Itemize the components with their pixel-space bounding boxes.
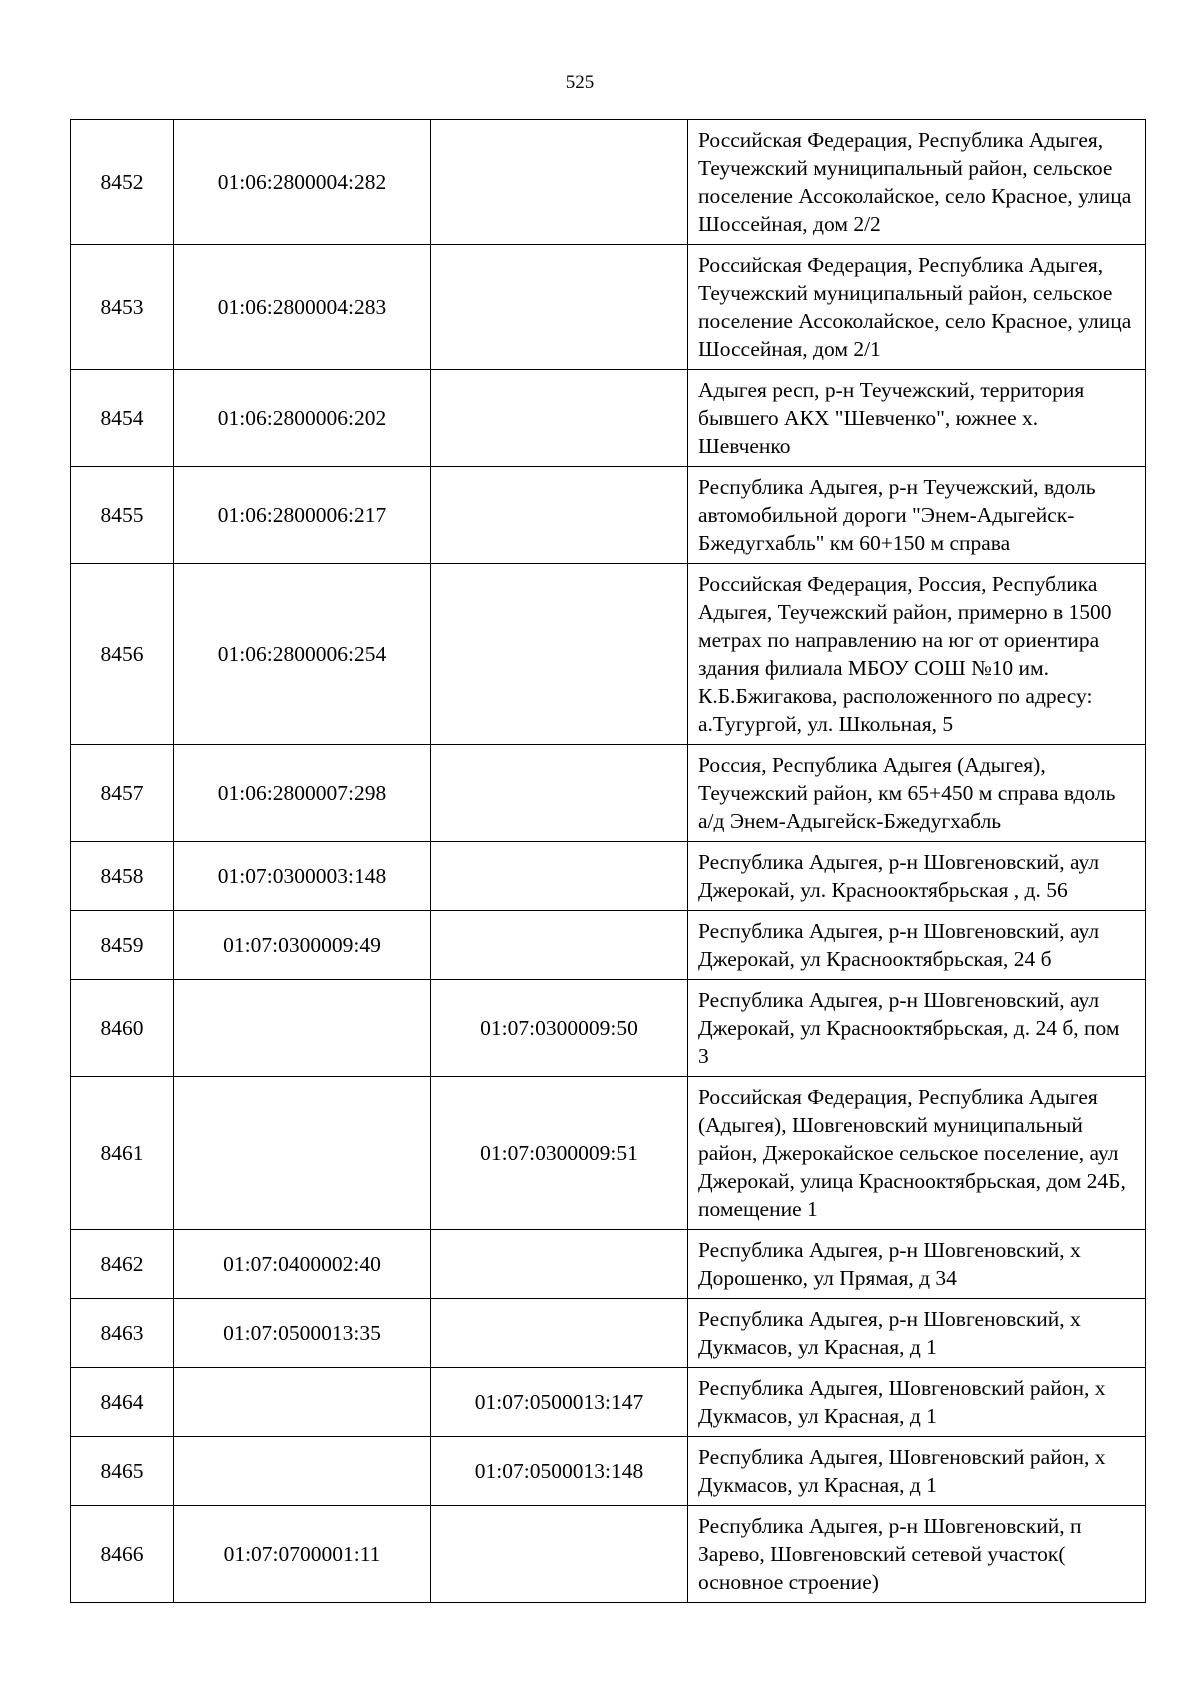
address-cell: Республика Адыгея, р-н Шовгеновский, аул Джерокай, ул Краснооктябрьская, д. 24 б, пом 3 [688, 980, 1146, 1077]
address-cell: Республика Адыгея, р-н Шовгеновский, х Дорошенко, ул Прямая, д 34 [688, 1230, 1146, 1299]
address-cell: Российская Федерация, Россия, Республика Адыгея, Теучежский район, примерно в 1500 метрах по направлению на юг от ориентира здания филиала МБОУ СОШ №10 им. К.Б.Бжигакова, расположенного по адресу: а.Тугургой, ул. Школьная, 5 [688, 564, 1146, 745]
premises-cadastral-number-cell: 01:07:0300009:51 [431, 1077, 688, 1230]
address-cell: Российская Федерация, Республика Адыгея, Теучежский муниципальный район, сельское поселение Ассоколайское, село Красное, улица Шоссейная, дом 2/2 [688, 120, 1146, 245]
address-cell: Республика Адыгея, р-н Шовгеновский, х Дукмасов, ул Красная, д 1 [688, 1299, 1146, 1368]
row-number-cell: 8455 [71, 467, 174, 564]
row-number-cell: 8466 [71, 1506, 174, 1603]
cadastral-number-cell: 01:07:0400002:40 [174, 1230, 431, 1299]
row-number-cell: 8464 [71, 1368, 174, 1437]
row-number-cell: 8462 [71, 1230, 174, 1299]
table-row [71, 245, 1146, 370]
row-number-cell: 8459 [71, 911, 174, 980]
cadastral-number-cell [174, 1077, 431, 1230]
cadastral-number-cell: 01:06:2800007:298 [174, 745, 431, 842]
premises-cadastral-number-cell [431, 370, 688, 467]
registry-table-body [71, 120, 1146, 1603]
table-row [71, 842, 1146, 911]
row-number-cell: 8460 [71, 980, 174, 1077]
address-cell: Республика Адыгея, Шовгеновский район, х Дукмасов, ул Красная, д 1 [688, 1437, 1146, 1506]
row-number-cell: 8454 [71, 370, 174, 467]
registry-table [70, 119, 1146, 1603]
row-number-cell: 8452 [71, 120, 174, 245]
table-row [71, 370, 1146, 467]
table-row [71, 745, 1146, 842]
table-row [71, 1506, 1146, 1603]
table-row [71, 564, 1146, 745]
row-number-cell: 8465 [71, 1437, 174, 1506]
cadastral-number-cell [174, 1368, 431, 1437]
table-row [71, 980, 1146, 1077]
cadastral-number-cell: 01:07:0300009:49 [174, 911, 431, 980]
address-cell: Республика Адыгея, Шовгеновский район, х Дукмасов, ул Красная, д 1 [688, 1368, 1146, 1437]
cadastral-number-cell [174, 1437, 431, 1506]
table-row [71, 467, 1146, 564]
cadastral-number-cell: 01:06:2800006:254 [174, 564, 431, 745]
premises-cadastral-number-cell: 01:07:0500013:148 [431, 1437, 688, 1506]
table-row [71, 1437, 1146, 1506]
cadastral-number-cell: 01:06:2800004:282 [174, 120, 431, 245]
address-cell: Республика Адыгея, р-н Шовгеновский, аул Джерокай, ул Краснооктябрьская, 24 б [688, 911, 1146, 980]
premises-cadastral-number-cell: 01:07:0300009:50 [431, 980, 688, 1077]
cadastral-number-cell: 01:07:0500013:35 [174, 1299, 431, 1368]
premises-cadastral-number-cell [431, 911, 688, 980]
cadastral-number-cell: 01:07:0700001:11 [174, 1506, 431, 1603]
address-cell: Республика Адыгея, р-н Теучежский, вдоль автомобильной дороги "Энем-Адыгейск-Бжедугхабль" км 60+150 м справа [688, 467, 1146, 564]
address-cell: Россия, Республика Адыгея (Адыгея), Теучежский район, км 65+450 м справа вдоль а/д Энем-Адыгейск-Бжедугхабль [688, 745, 1146, 842]
premises-cadastral-number-cell [431, 1299, 688, 1368]
cadastral-number-cell [174, 980, 431, 1077]
row-number-cell: 8458 [71, 842, 174, 911]
premises-cadastral-number-cell [431, 564, 688, 745]
premises-cadastral-number-cell [431, 745, 688, 842]
row-number-cell: 8463 [71, 1299, 174, 1368]
table-row [71, 911, 1146, 980]
table-row [71, 1368, 1146, 1437]
address-cell: Адыгея респ, р-н Теучежский, территория бывшего АКХ "Шевченко", южнее х. Шевченко [688, 370, 1146, 467]
row-number-cell: 8461 [71, 1077, 174, 1230]
address-cell: Российская Федерация, Республика Адыгея, Теучежский муниципальный район, сельское поселение Ассоколайское, село Красное, улица Шоссейная, дом 2/1 [688, 245, 1146, 370]
table-row [71, 1230, 1146, 1299]
premises-cadastral-number-cell [431, 245, 688, 370]
premises-cadastral-number-cell [431, 1230, 688, 1299]
address-cell: Республика Адыгея, р-н Шовгеновский, аул Джерокай, ул. Краснооктябрьская , д. 56 [688, 842, 1146, 911]
premises-cadastral-number-cell [431, 467, 688, 564]
table-row [71, 1077, 1146, 1230]
premises-cadastral-number-cell [431, 120, 688, 245]
premises-cadastral-number-cell: 01:07:0500013:147 [431, 1368, 688, 1437]
cadastral-number-cell: 01:07:0300003:148 [174, 842, 431, 911]
row-number-cell: 8453 [71, 245, 174, 370]
address-cell: Республика Адыгея, р-н Шовгеновский, п Зарево, Шовгеновский сетевой участок( основное строение) [688, 1506, 1146, 1603]
page-number: 525 [565, 72, 595, 93]
table-row [71, 120, 1146, 245]
cadastral-number-cell: 01:06:2800006:202 [174, 370, 431, 467]
cadastral-number-cell: 01:06:2800004:283 [174, 245, 431, 370]
premises-cadastral-number-cell [431, 1506, 688, 1603]
row-number-cell: 8457 [71, 745, 174, 842]
address-cell: Российская Федерация, Республика Адыгея (Адыгея), Шовгеновский муниципальный район, Джерокайское сельское поселение, аул Джерокай, улица Краснооктябрьская, дом 24Б, помещение 1 [688, 1077, 1146, 1230]
row-number-cell: 8456 [71, 564, 174, 745]
premises-cadastral-number-cell [431, 842, 688, 911]
cadastral-number-cell: 01:06:2800006:217 [174, 467, 431, 564]
table-row [71, 1299, 1146, 1368]
